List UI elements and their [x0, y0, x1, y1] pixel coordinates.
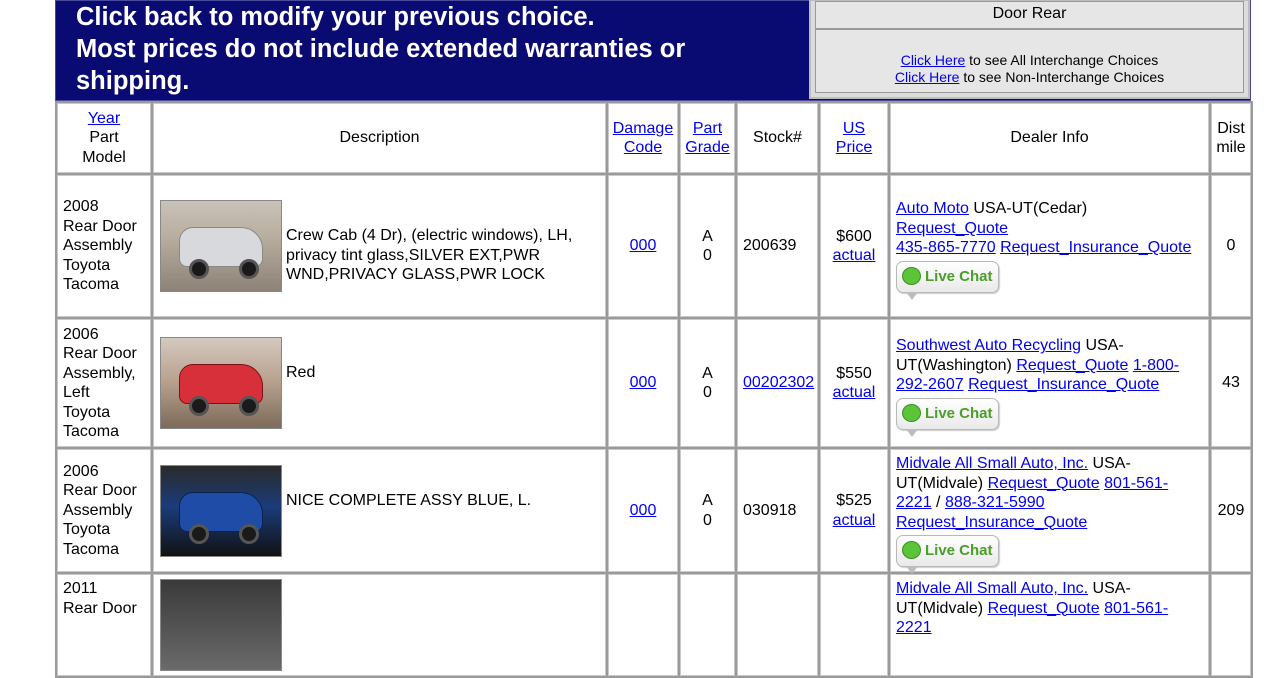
price-actual-link[interactable]: actual [832, 511, 876, 529]
dealer-name-link[interactable]: Southwest Auto Recycling [896, 337, 1081, 355]
year-part-model-cell [57, 574, 151, 676]
grade-letter: A [702, 492, 713, 509]
request-quote-link[interactable]: Request_Quote [1016, 356, 1129, 374]
table-row [57, 319, 1251, 447]
year-part-model-cell [57, 175, 151, 317]
dealer-name-link[interactable]: Midvale All Small Auto, Inc. [896, 455, 1089, 472]
col-stock: Stock# [737, 103, 818, 173]
col-damage-code [608, 103, 678, 173]
stock-cell [737, 574, 818, 676]
year: 2011 [63, 580, 98, 597]
header-line-3: shipping. [76, 67, 190, 95]
make: Toyota [63, 403, 111, 421]
dealer-info-cell [890, 319, 1209, 447]
header-message [76, 1, 796, 97]
stock-cell: 030918 [737, 449, 818, 572]
request-insurance-link[interactable]: Request_Insurance_Quote [896, 513, 1088, 531]
dealer-phone-link[interactable]: 801-561-2221 [896, 599, 1169, 636]
damage-code-link[interactable]: 000 [629, 237, 657, 255]
col-us-price [820, 103, 888, 173]
description-cell [153, 319, 606, 447]
sort-part-grade-link[interactable] [685, 120, 729, 157]
price-cell [820, 574, 888, 676]
dealer-info-cell [890, 574, 1209, 676]
grade-letter: A [702, 364, 713, 382]
damage-code-cell [608, 574, 678, 676]
description-cell [153, 449, 606, 572]
year: 2008 [63, 198, 99, 216]
damage-code-cell [608, 449, 678, 572]
chat-bubble-icon [902, 267, 921, 285]
year: 2006 [63, 325, 99, 343]
col-description: Description [153, 103, 606, 173]
col-dealer-info: Dealer Info [890, 103, 1209, 173]
part-photo[interactable] [160, 200, 282, 292]
results-table [55, 101, 1253, 678]
distance-cell: 209 [1211, 449, 1251, 572]
grade-number: 0 [703, 247, 712, 264]
col-year-part-model [57, 103, 151, 173]
part-grade-cell [680, 574, 735, 676]
stock-cell: 200639 [737, 175, 818, 317]
part-grade-cell [680, 319, 735, 447]
col-part-label: Part [89, 129, 119, 147]
stock-cell [737, 319, 818, 447]
description-cell [153, 574, 606, 676]
dealer-name-link[interactable]: Midvale All Small Auto, Inc. [896, 580, 1089, 597]
description-text: NICE COMPLETE ASSY BLUE, L. [286, 491, 532, 509]
damage-code-cell [608, 175, 678, 317]
dealer-location: USA-UT(Cedar) [968, 200, 1088, 218]
dealer-phone-2-link[interactable]: 888-321-5990 [944, 494, 1045, 511]
col-distance [1211, 103, 1251, 173]
dealer-info-cell [890, 175, 1209, 317]
dealer-phone-link[interactable]: 801-561-2221 [896, 474, 1169, 511]
price: $525 [836, 492, 872, 509]
model: Tacoma [63, 423, 120, 440]
dist-label-2: mile [1216, 139, 1246, 156]
description-text: Red [286, 364, 316, 381]
part-grade-label-1: Part [692, 119, 723, 137]
model: Tacoma [63, 540, 120, 558]
interchange-panel [809, 0, 1250, 99]
grade-number: 0 [703, 384, 712, 401]
non-interchange-link[interactable]: Click Here [894, 69, 960, 85]
distance-cell: 0 [1211, 175, 1251, 317]
price-cell [820, 175, 888, 317]
make: Toyota [63, 521, 111, 539]
description-cell [153, 175, 606, 317]
header-banner [55, 0, 1251, 101]
damage-code-cell [608, 319, 678, 447]
request-quote-link[interactable]: Request_Quote [987, 474, 1100, 492]
dealer-location: USA-UT(Midvale) [896, 455, 1131, 492]
damage-code-label-2: Code [623, 139, 663, 156]
part-type-label: Door Rear [815, 1, 1244, 29]
interchange-links [815, 29, 1244, 93]
live-chat-label: Live Chat [925, 542, 993, 559]
part-photo[interactable] [160, 337, 282, 429]
description-text: Crew Cab (4 Dr), (electric windows), LH, privacy tint glass,SILVER EXT,PWR WND,PRIVACY GLASS,PWR LOCK [286, 227, 573, 283]
part-grade-cell [680, 175, 735, 317]
price: $600 [836, 227, 872, 245]
part-photo[interactable] [160, 579, 282, 671]
price-label-1: US [842, 119, 866, 137]
live-chat-button[interactable] [896, 535, 999, 567]
sort-damage-code-link[interactable] [613, 120, 673, 157]
col-part-grade [680, 103, 735, 173]
live-chat-label: Live Chat [925, 267, 993, 285]
price-cell [820, 449, 888, 572]
table-row [57, 449, 1251, 572]
table-header-row [57, 103, 1251, 173]
year-part-model-cell [57, 449, 151, 572]
sort-year-link[interactable]: Year [87, 109, 121, 127]
distance-cell: 43 [1211, 319, 1251, 447]
non-interchange-text: to see Non-Interchange Choices [959, 69, 1165, 85]
dealer-location: USA-UT(Washington) [896, 337, 1124, 374]
header-line-2: Most prices do not include extended warranties or [76, 35, 686, 63]
part-grade-label-2: Grade [685, 139, 730, 156]
chat-bubble-icon [902, 541, 921, 559]
grade-number: 0 [703, 511, 712, 529]
dealer-location: USA-UT(Midvale) [896, 580, 1131, 617]
model: Tacoma [63, 276, 120, 294]
col-model-label: Model [82, 148, 126, 166]
stock-link[interactable]: 00202302 [743, 374, 815, 392]
part-name: Rear Door Assembly, Left [63, 345, 137, 401]
year-part-model-cell [57, 319, 151, 447]
make: Toyota [63, 256, 111, 274]
year: 2006 [63, 462, 99, 480]
part-photo[interactable] [160, 465, 282, 557]
all-interchange-text: to see All Interchange Choices [965, 52, 1159, 68]
chat-bubble-icon [902, 404, 921, 422]
price-cell [820, 319, 888, 447]
distance-cell [1211, 574, 1251, 676]
table-row [57, 175, 1251, 317]
dist-label-1: Dist [1217, 119, 1245, 137]
header-line-1: Click back to modify your previous choice. [76, 3, 595, 31]
part-name: Rear Door Assembly [63, 217, 137, 255]
part-name: Rear Door Assembly [63, 482, 137, 519]
sort-price-link[interactable] [836, 120, 872, 157]
dealer-phone-link[interactable]: 1-800-292-2607 [896, 356, 1180, 394]
live-chat-button[interactable] [896, 398, 999, 430]
live-chat-label: Live Chat [925, 404, 993, 422]
damage-code-link[interactable]: 000 [629, 374, 657, 392]
price-label-2: Price [835, 139, 873, 156]
request-quote-link[interactable]: Request_Quote [896, 219, 1009, 237]
dealer-info-cell: Midvale All Small Auto, Inc. USA-UT(Midvale) Request_Quote 801-561-2221 / 888-321-5990 Request_Insurance_Quote Live Chat [890, 449, 1209, 572]
table-row [57, 574, 1251, 676]
damage-code-label-1: Damage [612, 119, 674, 137]
live-chat-button[interactable] [896, 261, 999, 293]
damage-code-link[interactable]: 000 [629, 501, 657, 519]
price-actual-link[interactable]: actual [832, 384, 876, 401]
part-name: Rear Door [63, 599, 137, 617]
price: $550 [836, 364, 872, 382]
all-interchange-link[interactable]: Click Here [900, 52, 966, 68]
request-insurance-link[interactable]: Request_Insurance_Quote [1000, 239, 1192, 257]
dealer-name-link[interactable]: Auto Moto [896, 200, 969, 218]
part-grade-cell [680, 449, 735, 572]
request-insurance-link[interactable]: Request_Insurance_Quote [968, 376, 1160, 394]
price-actual-link[interactable]: actual [832, 247, 876, 264]
dealer-phone-link[interactable]: 435-865-7770 [896, 239, 996, 257]
request-quote-link[interactable]: Request_Quote [987, 599, 1100, 617]
grade-letter: A [702, 227, 713, 245]
